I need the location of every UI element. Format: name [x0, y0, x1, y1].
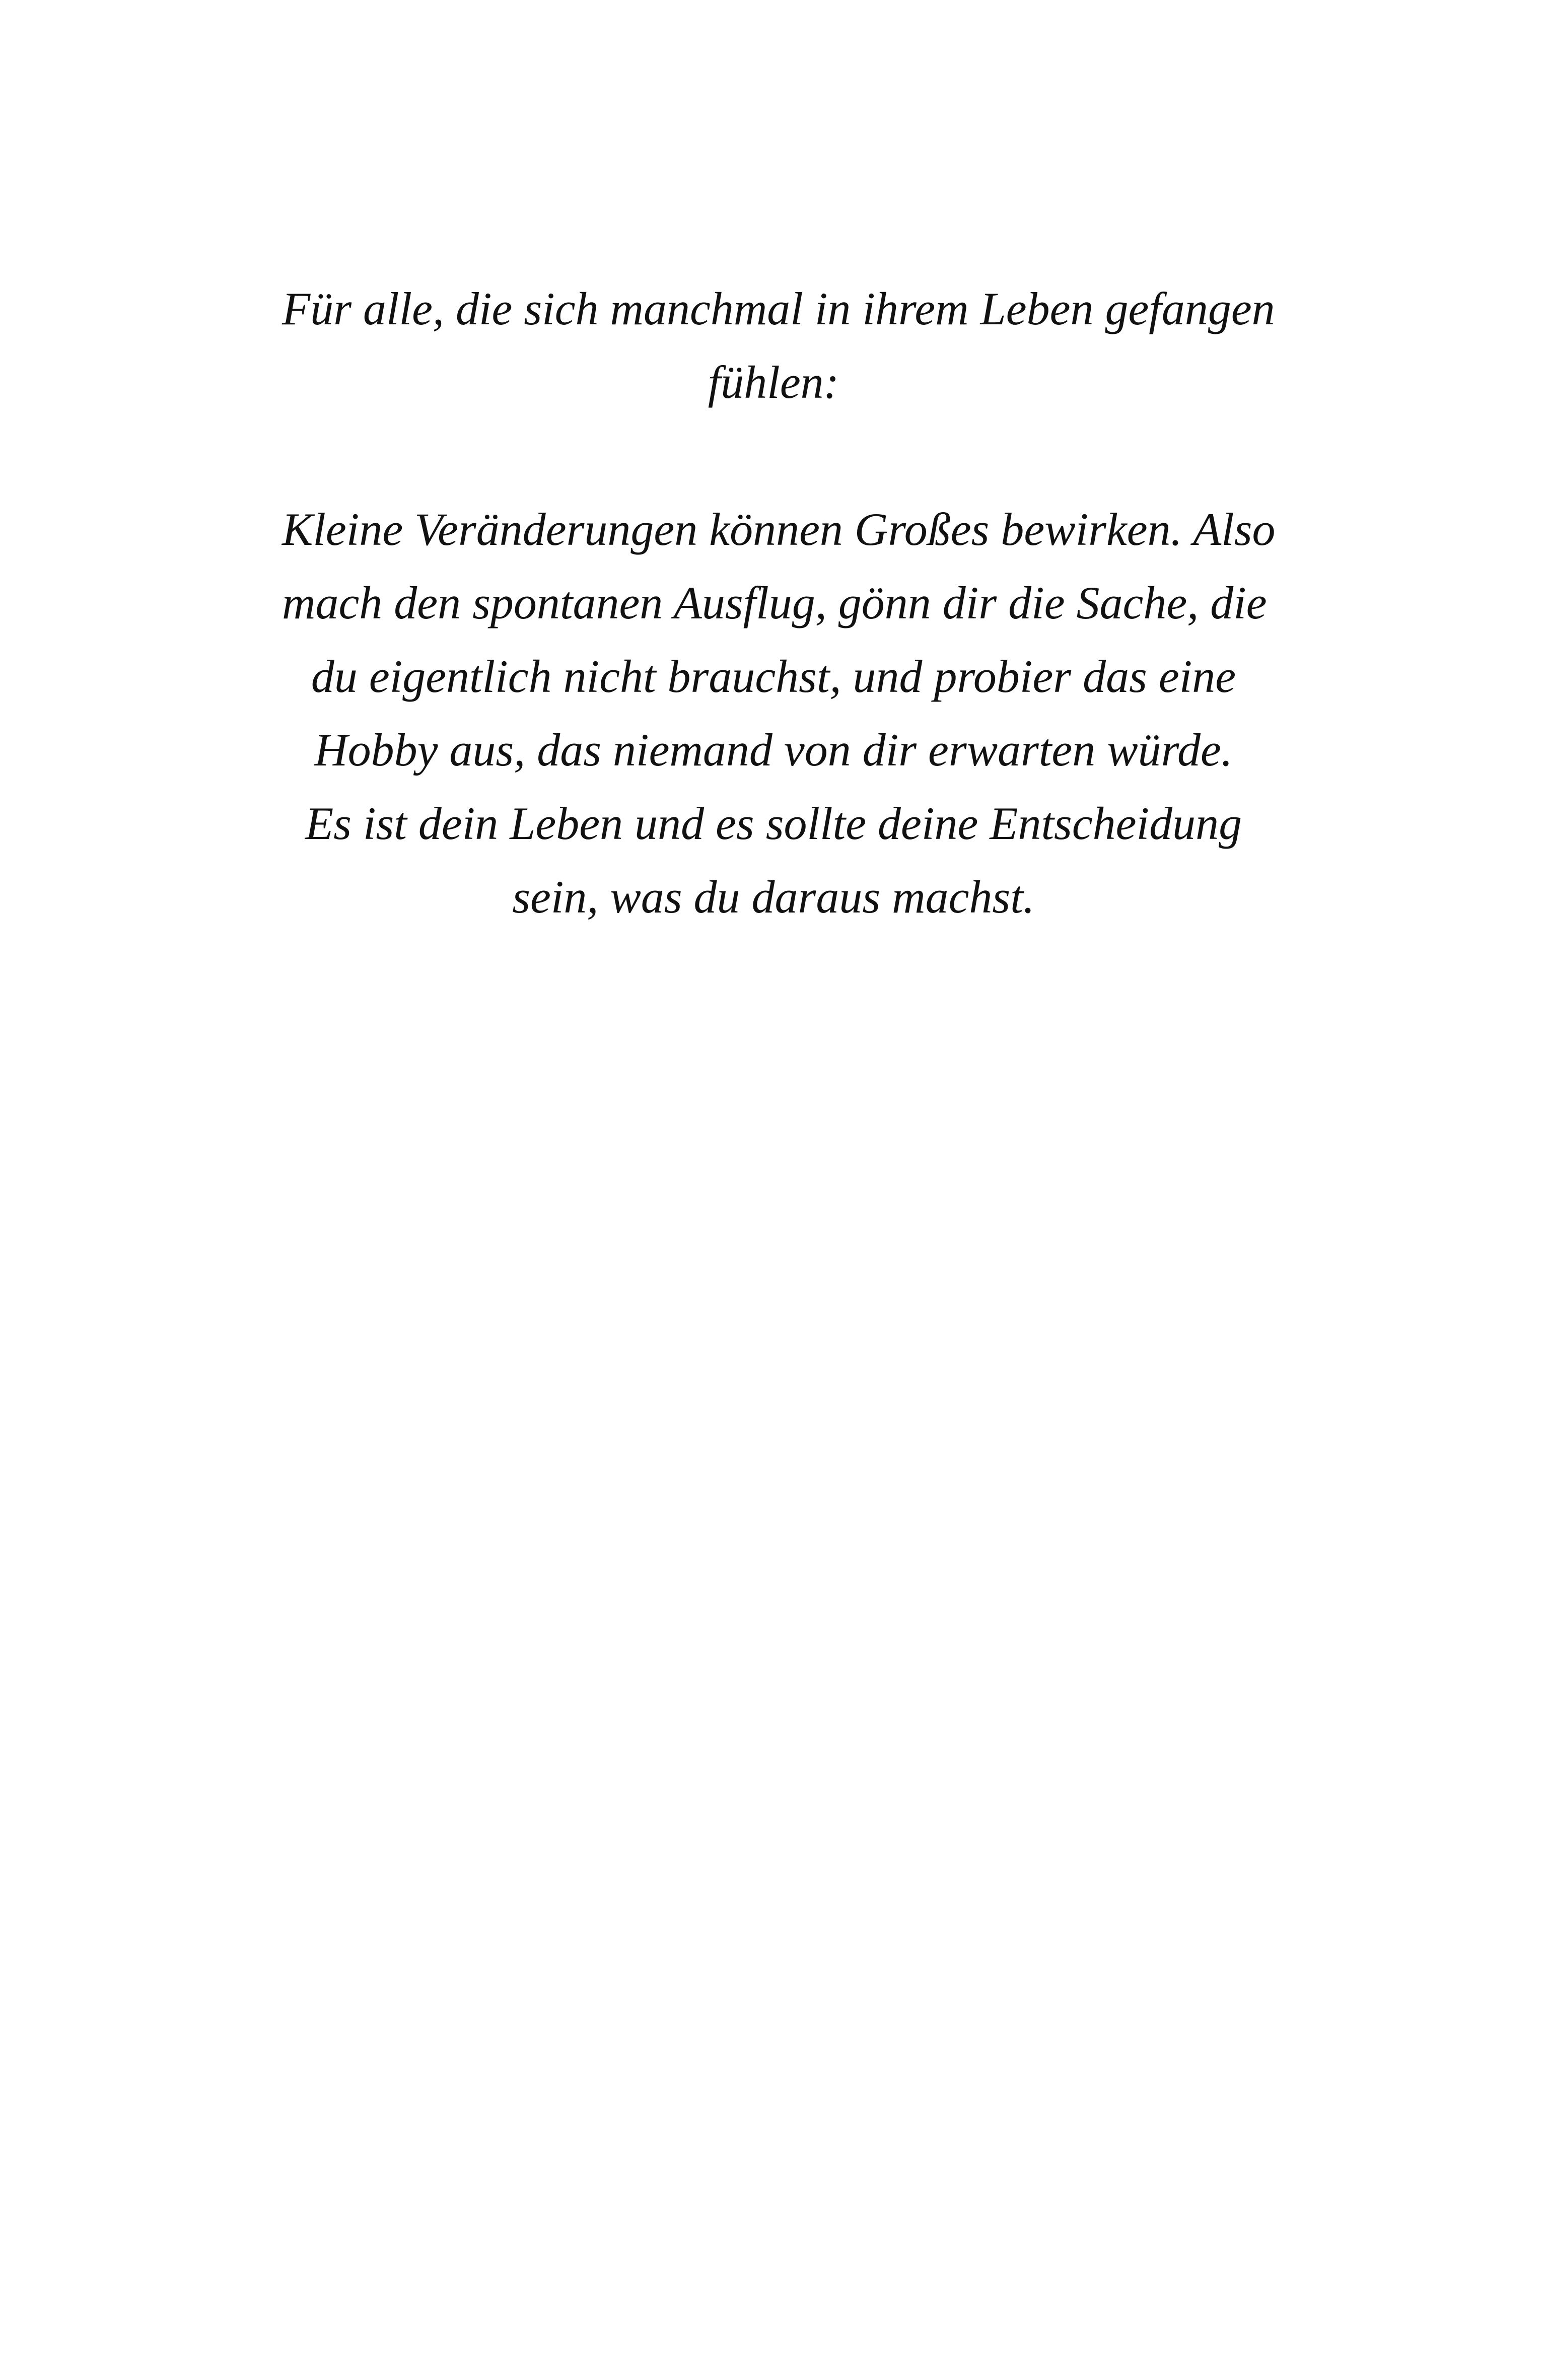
- dedication-body-line: Hobby aus, das niemand von dir erwarten würde.: [314, 724, 1233, 776]
- dedication-intro-line: fühlen:: [708, 357, 839, 408]
- dedication-body-line: mach den spontanen Ausflug, gönn dir die Sache, die: [282, 577, 1267, 628]
- dedication-body-line: Kleine Veränderungen können Großes bewirken. Also: [282, 504, 1276, 555]
- dedication-body: [282, 493, 1276, 934]
- dedication-body-line: Es ist dein Leben und es sollte deine Entscheidung: [305, 798, 1242, 849]
- dedication-body-line: sein, was du daraus machst.: [512, 871, 1035, 923]
- dedication-body-line: du eigentlich nicht brauchst, und probier das eine: [311, 651, 1236, 702]
- dedication-intro-line: Für alle, die sich manchmal in ihrem Leben gefangen: [282, 283, 1275, 334]
- dedication-intro: [282, 272, 1275, 419]
